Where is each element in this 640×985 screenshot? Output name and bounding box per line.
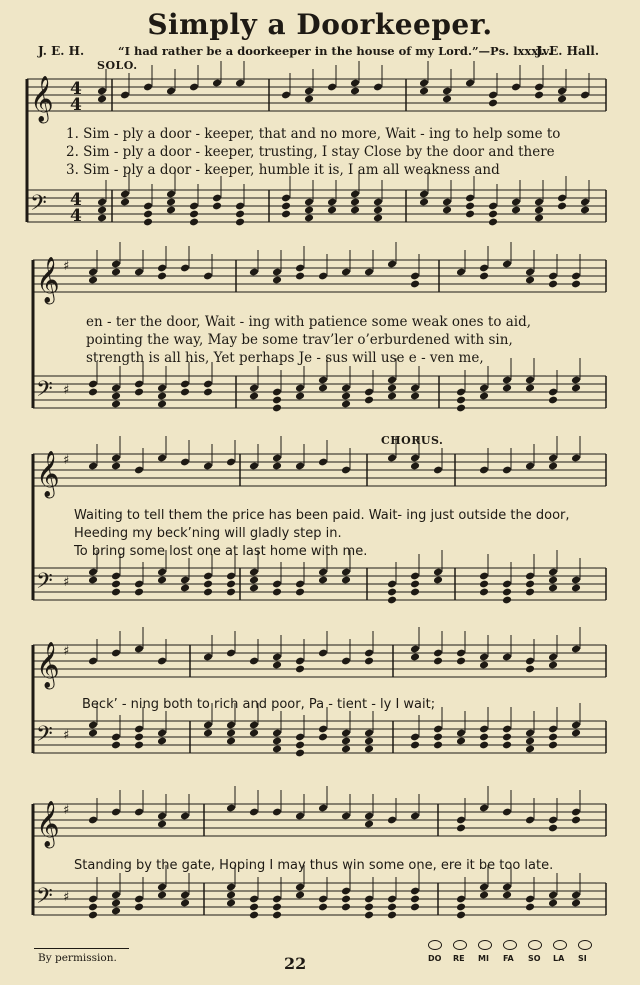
note-head [373,206,383,215]
note-head [143,210,153,219]
note-head [226,899,236,908]
note-head [318,733,328,742]
solfa-shape-icon [553,940,567,950]
note-head [295,392,305,401]
note-head [364,911,374,920]
treble-clef: 𝄞 [36,257,60,303]
note-head [341,895,351,904]
note-head [364,820,374,829]
note-head [502,741,512,750]
note-head [488,210,498,219]
bass-clef: 𝄢 [30,191,47,221]
note-head [548,396,558,405]
note-head [111,400,121,409]
note-head [249,911,259,920]
note-head [111,588,121,597]
note-head [157,400,167,409]
note-head [557,202,567,211]
note-head [456,396,466,405]
note-head [134,388,144,397]
note-head [364,737,374,746]
note-head [433,657,443,666]
note-head [111,741,121,750]
note-head [88,576,98,585]
note-head [479,661,489,670]
note-head [442,206,452,215]
note-head [341,392,351,401]
note-head [203,388,213,397]
solfa-label: MI [478,954,489,963]
note-head [479,392,489,401]
note-head [433,576,443,585]
scripture-epigraph: “I had rather be a doorkeeper in the house of my Lord.”—Ps. lxxxiv. [118,44,553,58]
verse2-line2: pointing the way, May be some trav’ler o’erburdened with sin, [86,332,513,348]
note-head [166,198,176,207]
words-author: J. E. H. [38,44,85,58]
note-head [571,816,581,825]
note-head [465,202,475,211]
note-head [272,404,282,413]
note-head [111,580,121,589]
key-sharp: ♯ [63,890,70,905]
verse1-line1: 1. Sim - ply a door - keeper, that and no more, Wait - ing to help some to [66,126,561,142]
note-head [502,596,512,605]
note-head [111,392,121,401]
solfa-shape-icon [578,940,592,950]
note-head [479,588,489,597]
note-head [341,745,351,754]
note-head [502,733,512,742]
note-head [456,737,466,746]
note-head [111,268,121,277]
note-head [479,580,489,589]
note-head [272,911,282,920]
hymn-title: Simply a Doorkeeper. [147,8,493,41]
note-head [272,903,282,912]
clef-signs [30,76,82,914]
note-head [571,899,581,908]
note-head [235,218,245,227]
key-sharp: ♯ [63,644,70,659]
note-head [97,206,107,215]
note-head [111,899,121,908]
note-head [571,384,581,393]
note-head [350,87,360,96]
note-head [212,202,222,211]
note-head [548,584,558,593]
note-head [88,388,98,397]
solfa-label: LA [553,954,565,963]
note-head [272,745,282,754]
solfa-label: FA [503,954,514,963]
solfa-label: RE [453,954,465,963]
note-head [304,95,314,104]
note-head [548,824,558,833]
note-head [350,206,360,215]
page-number: 22 [284,954,307,973]
note-head [226,580,236,589]
note-head [548,899,558,908]
solfa-shape-icon [478,940,492,950]
note-head [456,404,466,413]
permission-note: By permission. [38,952,117,964]
note-head [410,462,420,471]
note-head [304,206,314,215]
note-head [557,95,567,104]
note-head [502,588,512,597]
key-sharp: ♯ [63,453,70,468]
note-head [249,903,259,912]
note-head [525,903,535,912]
footer-rule [34,948,129,949]
note-head [157,272,167,281]
note-head [488,99,498,108]
note-head [341,737,351,746]
note-head [479,733,489,742]
note-head [387,392,397,401]
note-head [410,580,420,589]
note-head [88,729,98,738]
time-signature-bottom: 4 [70,95,82,115]
note-head [134,733,144,742]
note-head [97,95,107,104]
solfa-shape-icon [428,940,442,950]
chorus-label: CHORUS. [381,434,444,447]
verse1-line2: en - ter the door, Wait - ing with patience some weak ones to aid, [86,314,532,330]
verse3-line2: strength is all his, Yet perhaps Je - sus will use e - ven me, [86,350,484,366]
note-head [235,210,245,219]
chorus-line1: Beck’ - ning both to rich and poor, Pa - tient - ly I wait; [82,697,436,712]
treble-clef: 𝄞 [36,451,60,497]
note-head [88,276,98,285]
note-head [318,576,328,585]
note-head [295,741,305,750]
note-head [525,276,535,285]
key-sharp: ♯ [63,259,70,274]
solo-label: SOLO. [97,59,138,72]
note-head [548,576,558,585]
note-head [456,657,466,666]
note-head [479,272,489,281]
music-composer: J. E. Hall. [536,44,600,58]
verse3-line1: 3. Sim - ply a door - keeper, humble it is, I am all weakness and [66,162,500,178]
note-head [387,588,397,597]
note-head [341,400,351,409]
treble-clef: 𝄞 [30,76,54,122]
bar-lines [27,79,606,915]
note-head [548,462,558,471]
note-head [295,272,305,281]
note-head [419,87,429,96]
note-head [571,280,581,289]
note-head [143,218,153,227]
note-head [180,584,190,593]
note-head [166,206,176,215]
note-head [525,384,535,393]
time-signature-top: 4 [70,79,82,99]
note-head [157,392,167,401]
note-head [249,576,259,585]
note-head [350,198,360,207]
note-head [249,729,259,738]
note-head [180,899,190,908]
note-head [226,729,236,738]
note-head [502,384,512,393]
time-signature-top: 4 [70,190,82,210]
note-head [548,733,558,742]
note-head [189,210,199,219]
note-head [364,745,374,754]
note-head [180,388,190,397]
note-head [157,891,167,900]
note-head [295,749,305,758]
note-head [226,588,236,597]
note-head [456,824,466,833]
note-head [249,392,259,401]
note-head [281,210,291,219]
note-head [189,218,199,227]
solfa-label: SI [578,954,587,963]
note-head [281,202,291,211]
solfa-label: DO [428,954,442,963]
note-head [525,737,535,746]
note-head [479,741,489,750]
note-head [548,280,558,289]
solfa-shape-icon [528,940,542,950]
note-head [534,91,544,100]
note-head [88,903,98,912]
note-head [548,661,558,670]
note-head [341,903,351,912]
note-head [456,903,466,912]
solfa-shape-icon [503,940,517,950]
verse2-line3: Heeding my beck’ning will gladly step in. [74,526,342,541]
note-head [410,903,420,912]
time-signature-bottom: 4 [70,206,82,226]
note-head [134,588,144,597]
note-head [88,911,98,920]
note-head [571,584,581,593]
note-head [364,396,374,405]
note-head [272,661,282,670]
note-head [318,903,328,912]
note-head [548,741,558,750]
note-head [433,741,443,750]
note-head [157,820,167,829]
note-head [387,384,397,393]
note-head [488,218,498,227]
note-head [327,206,337,215]
note-head [442,95,452,104]
key-sharp: ♯ [63,575,70,590]
note-head [203,580,213,589]
note-head [272,462,282,471]
note-head [387,596,397,605]
note-head [410,741,420,750]
staff-lines [27,79,606,915]
key-sharp: ♯ [63,803,70,818]
note-head [373,214,383,223]
note-head [534,214,544,223]
note-head [272,276,282,285]
verse2-line1: 2. Sim - ply a door - keeper, trusting, I stay Close by the door and there [66,144,555,160]
note-head [272,737,282,746]
bass-clef: 𝄢 [36,722,53,752]
note-head [364,657,374,666]
note-head [341,576,351,585]
note-head [134,903,144,912]
note-head [157,737,167,746]
bass-clef: 𝄢 [36,569,53,599]
note-head [203,588,213,597]
note-head [97,214,107,223]
note-head [410,895,420,904]
note-head [295,891,305,900]
note-head [226,891,236,900]
solfa-label: SO [528,954,541,963]
note-head [249,584,259,593]
treble-clef: 𝄞 [36,642,60,688]
note-head [419,198,429,207]
note-head [534,206,544,215]
note-head [410,280,420,289]
note-head [364,903,374,912]
note-head [387,911,397,920]
note-head [433,733,443,742]
note-head [580,206,590,215]
bass-clef: 𝄢 [36,884,53,914]
note-head [525,665,535,674]
note-head [465,210,475,219]
note-head [120,198,130,207]
note-head [111,907,121,916]
note-head [502,891,512,900]
note-head [318,384,328,393]
note-head [203,729,213,738]
note-head [479,891,489,900]
note-head [157,576,167,585]
note-head [525,588,535,597]
note-head [295,588,305,597]
note-head [525,745,535,754]
treble-clef: 𝄞 [36,801,60,847]
note-head [410,653,420,662]
note-head [295,665,305,674]
note-head [226,737,236,746]
verse3-line3: To bring some lost one at last home with me. [74,544,368,559]
note-head [511,206,521,215]
key-sharp: ♯ [63,728,70,743]
note-head [456,911,466,920]
chorus-line2: Standing by the gate, Hoping I may thus win some one, ere it be too late. [74,858,554,873]
bass-clef: 𝄢 [36,377,53,407]
note-head [304,214,314,223]
note-head [410,588,420,597]
note-head [525,580,535,589]
solfa-shape-icon [453,940,467,950]
note-head [111,462,121,471]
verse1-line3: Waiting to tell them the price has been paid. Wait- ing just outside the door, [74,508,570,523]
note-head [387,903,397,912]
note-head [272,588,282,597]
note-head [272,396,282,405]
key-sharp: ♯ [63,383,70,398]
note-head [410,392,420,401]
note-head [134,741,144,750]
note-head [571,729,581,738]
